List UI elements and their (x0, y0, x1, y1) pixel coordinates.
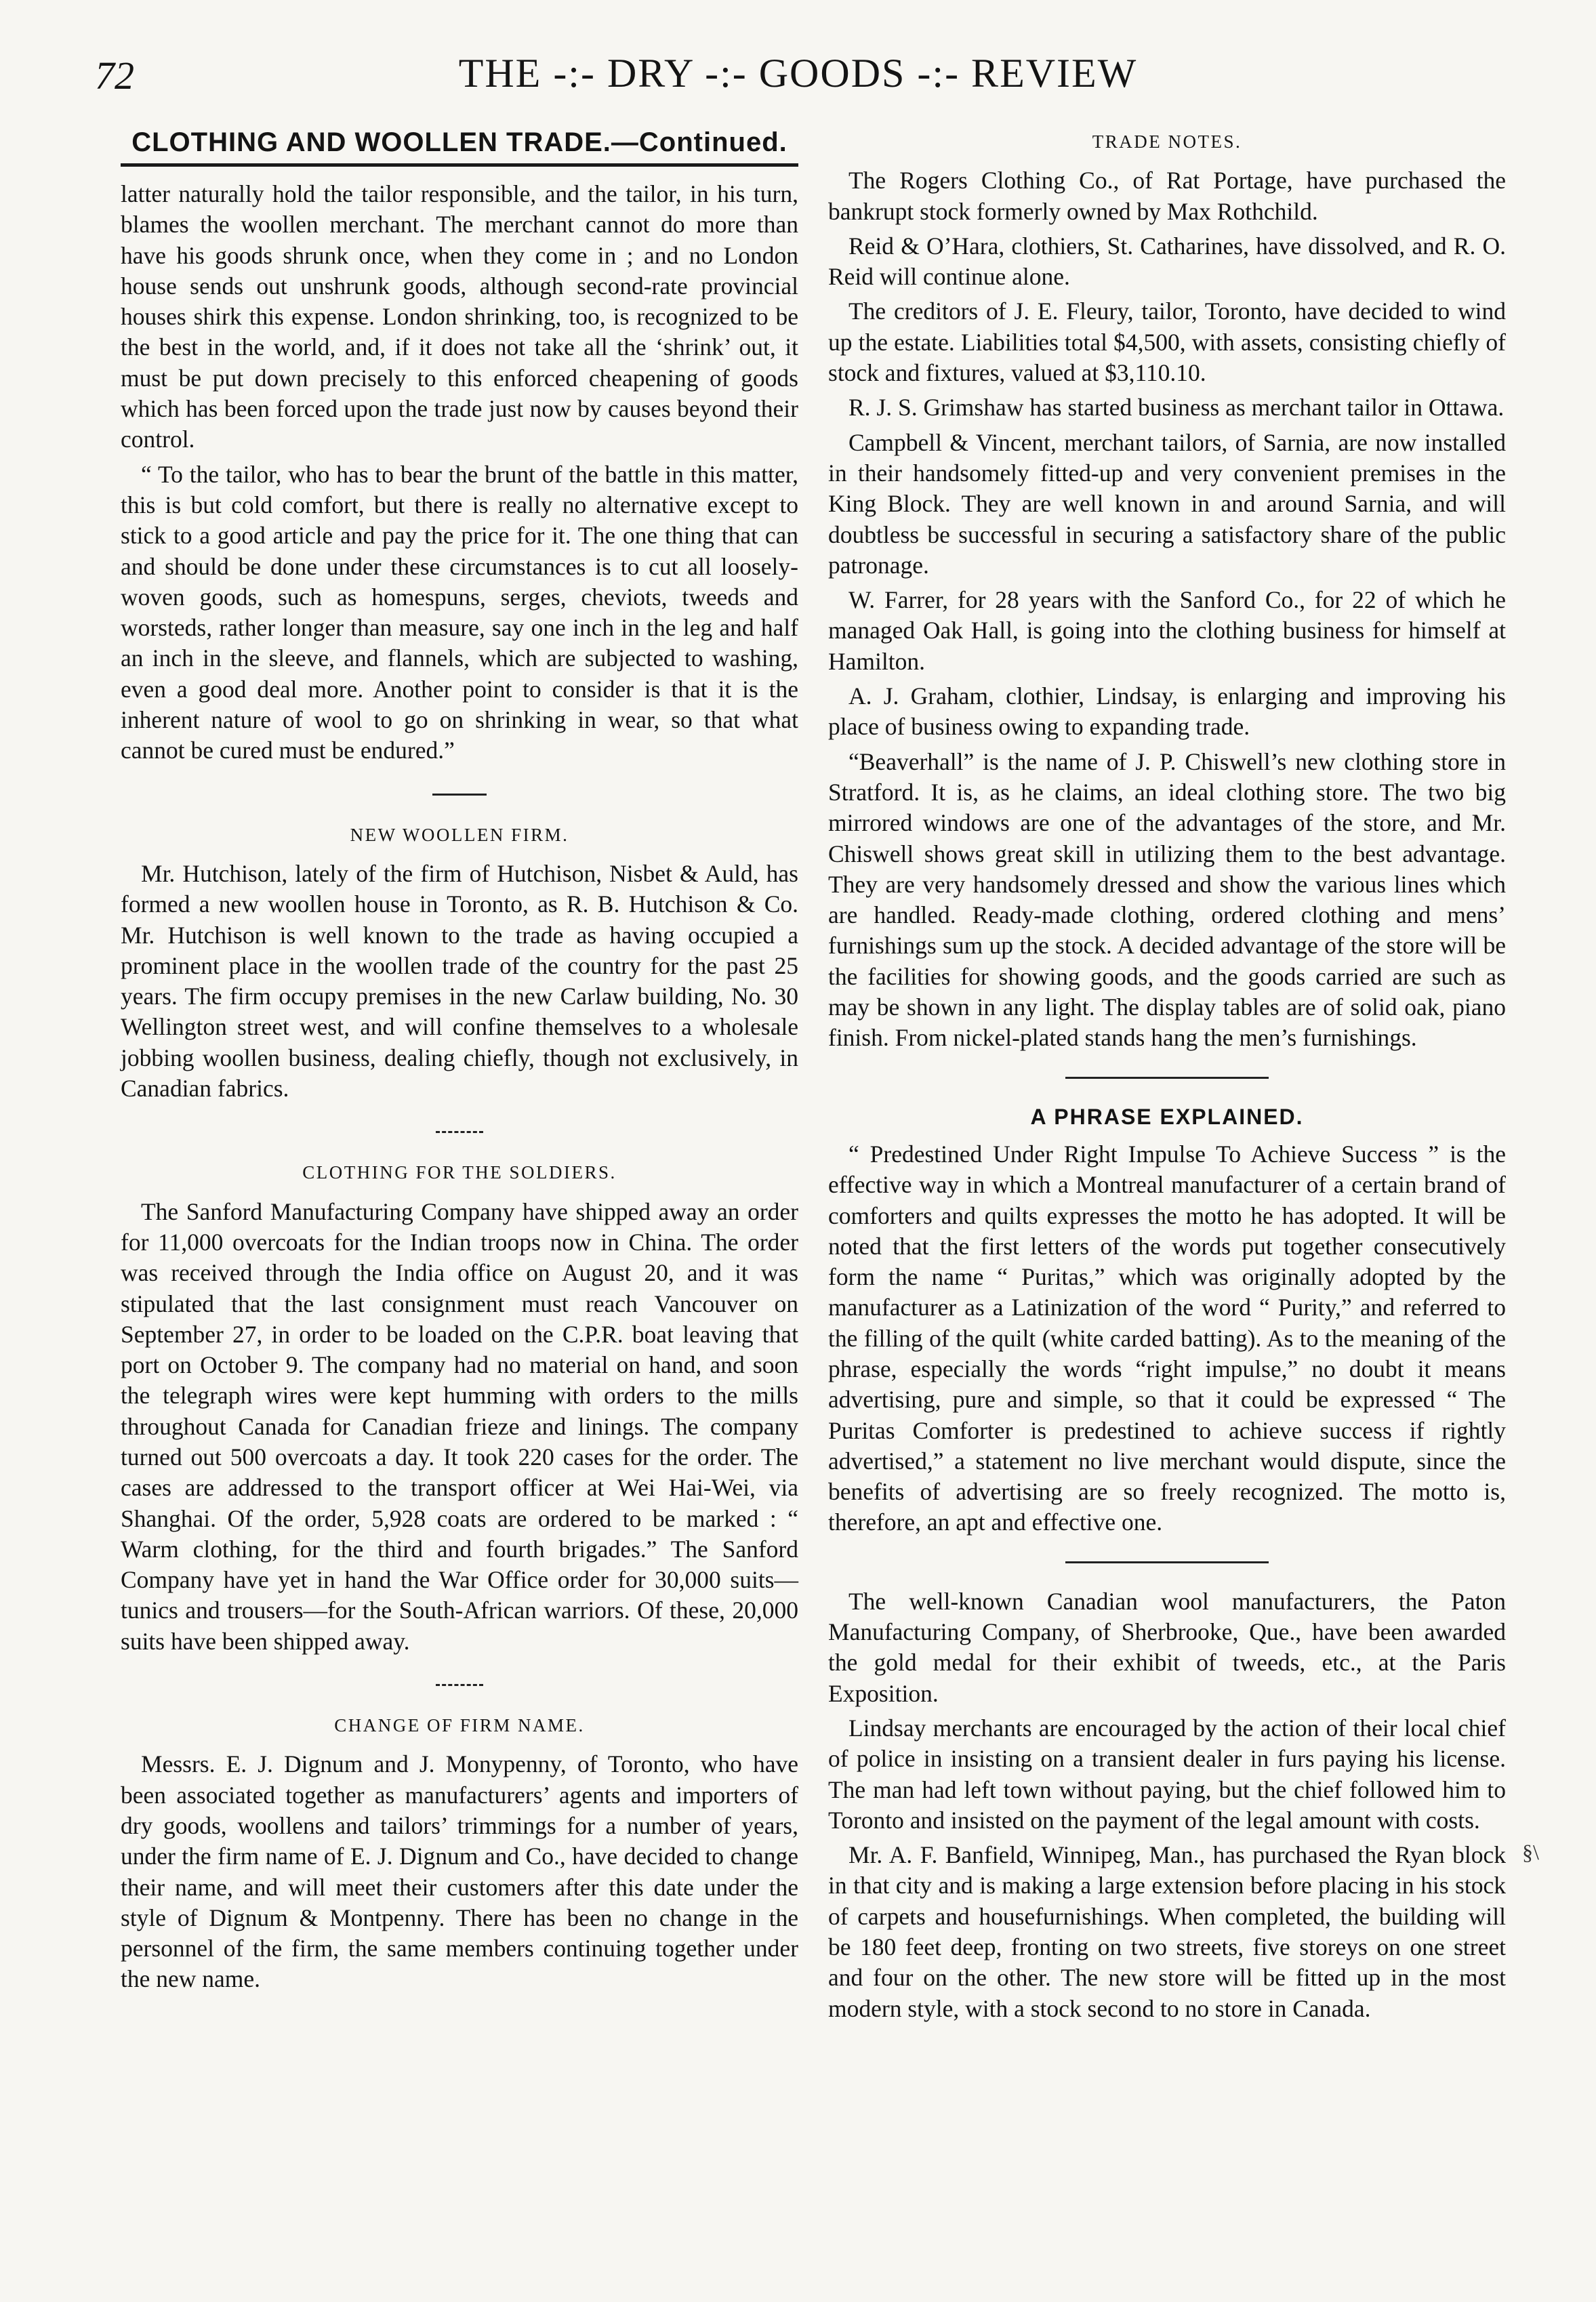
margin-mark: §\ (1522, 1840, 1539, 1864)
article-paragraph: “ Predestined Under Right Impulse To Achieve Success ” is the effective way in which a Montreal manufacturer of a certain brand of comforters and quilts expresses the motto he has adopted. It will be noted that the first letters of the words put together consecutively form the name “ Puritas,” which was originally adopted by the manufacturer as a Latinization of the word “ Purity,” and referred to the filling of the quilt (white carded batting). As to the meaning of the phrase, especially the words “right impulse,” no doubt it means advertising, pure and simple, so that it could be expressed “ The Puritas Comforter is predestined to achieve success if rightly advertised,” a statement no live merchant would dispute, since the benefits of advertising are so freely recognized. The motto is, therefore, an apt and effective one. (828, 1140, 1506, 1536)
trade-note: Lindsay merchants are encouraged by the action of their local chief of police in insisting on a transient dealer in furs paying his license. The man had left town without paying, but the chief followed him to Toronto and insisted on the payment of the legal amount with costs. (828, 1714, 1506, 1834)
section-divider (1065, 1561, 1269, 1563)
section-divider (436, 1131, 483, 1133)
change-of-firm-name-article (121, 1710, 798, 1995)
section-heading: A PHRASE EXPLAINED. (1030, 1104, 1304, 1129)
page-header (0, 47, 1596, 108)
publication-title: THE -:- DRY -:- GOODS -:- REVIEW (458, 51, 1138, 96)
section-divider (1065, 1077, 1269, 1079)
section-heading: TRADE NOTES. (1092, 131, 1242, 152)
new-woollen-firm-article (121, 820, 798, 1105)
closing-notes-section (828, 1586, 1506, 2024)
trade-note: The creditors of J. E. Fleury, tailor, Toronto, have decided to wind up the estate. Liabilities total $4,500, with assets, consisting chiefly of stock and fixtures, valued at $3,110.10. (828, 297, 1506, 387)
article-paragraph: Messrs. E. J. Dignum and J. Monypenny, of Toronto, who have been associated together as manufacturers’ agents and importers of dry goods, woollens and tailors’ trimmings for a number of years, under the firm name of E. J. Dignum and Co., have decided to change their name, and will meet their customers after this date under the style of Dignum & Montpenny. There has been no change in the personnel of the firm, the same members continuing together under the new name. (121, 1750, 798, 1993)
article-paragraph: “ To the tailor, who has to bear the brunt of the battle in this matter, this is but cold comfort, but there is really no alternative except to stick to a good article and pay the price for it. The one thing that can and should be done under these circumstances is to cut all loosely-woven goods, such as homespuns, serges, cheviots, tweeds and worsteds, rather longer than measure, say one inch in the leg and half an inch in the sleeve, and flannels, which are subjected to washing, even a good deal more. Another point to consider is that it is the inherent nature of wool to go on shrinking in wear, so that what cannot be cured must be endured.” (121, 460, 798, 764)
right-column (828, 125, 1506, 2028)
article-paragraph: latter naturally hold the tailor responsible, and the tailor, in his turn, blames the woollen merchant. The merchant cannot do more than have his goods shrunk once, when they come in ; and no London house sends out unshrunk goods, although second-rate provincial houses shirk this expense. London shrinking, too, is recognized to be the best in the world, and, if it does not take all the ‘shrink’ out, it must be put down precisely to this enforced cheapening of goods which has been forced upon the trade just now by causes beyond their control. (121, 180, 798, 453)
trade-note: Campbell & Vincent, merchant tailors, of Sarnia, are now installed in their handsomely fitted-up and very convenient premises in the King Block. They are well known in and around Sarnia, and will doubtless be successful in securing a satisfactory share of the public patronage. (828, 428, 1506, 579)
section-heading: CHANGE OF FIRM NAME. (334, 1715, 585, 1736)
running-head: CLOTHING AND WOOLLEN TRADE.—Continued. (121, 125, 798, 167)
section-heading: CLOTHING FOR THE SOLDIERS. (302, 1162, 617, 1183)
trade-note: The well-known Canadian wool manufacturers, the Paton Manufacturing Company, of Sherbrooke, Que., have been awarded the gold medal for their exhibit of tweeds, etc., at the Paris Exposition. (828, 1587, 1506, 1707)
clothing-for-soldiers-article (121, 1157, 798, 1657)
trade-note: A. J. Graham, clothier, Lindsay, is enlarging and improving his place of business owing to expanding trade. (828, 682, 1506, 741)
trade-note: Reid & O’Hara, clothiers, St. Catharines, have dissolved, and R. O. Reid will continue alone. (828, 232, 1506, 291)
trade-note: W. Farrer, for 28 years with the Sanford Co., for 22 of which he managed Oak Hall, is going into the clothing business for himself at Hamilton. (828, 586, 1506, 675)
trade-notes-section (828, 127, 1506, 1054)
article-paragraph: Mr. Hutchison, lately of the firm of Hutchison, Nisbet & Auld, has formed a new woollen house in Toronto, as R. B. Hutchison & Co. Mr. Hutchison is well known to the trade as having occupied a prominent place in the woollen trade of the country for the past 25 years. The firm occupy premises in the new Carlaw building, No. 30 Wellington street west, and will confine themselves to a wholesale jobbing woollen business, dealing chiefly, though not exclusively, in Canadian fabrics. (121, 859, 798, 1103)
trade-note: “Beaverhall” is the name of J. P. Chiswell’s new clothing store in Stratford. It is, as he claims, an ideal clothing store. The two big mirrored windows are one of the advantages of the store, and Mr. Chiswell shows great skill in utilizing them to the best advantage. They are very handsomely dressed and show the various lines which are handled. Ready-made clothing, ordered clothing and mens’ furnishings sum up the stock. A decided advantage of the store will be the facilities for showing goods, and the goods carried are such as may be shown in any light. The display tables are of solid oak, piano finish. From nickel-plated stands hang the men’s furnishings. (828, 747, 1506, 1052)
page-number: 72 (95, 54, 134, 98)
left-column (121, 125, 798, 1999)
section-divider (432, 794, 487, 796)
article-paragraph: The Sanford Manufacturing Company have shipped away an order for 11,000 overcoats for the Indian troops now in China. The order was received through the India office on August 20, and it was stipulated that the last consignment must reach Vancouver on September 27, in order to be loaded on the C.P.R. boat leaving that port on October 9. The company had no material on hand, and soon the telegraph wires were kept humming with orders to the mills throughout Canada for Canadian frieze and linings. The company turned out 500 overcoats a day. It took 220 cases for the order. The cases are addressed to the transport officer at Wei Hai-Wei, via Shanghai. Of the order, 5,928 coats are ordered to be marked : “ Warm clothing, for the third and fourth brigades.” The Sanford Company have yet in hand the War Office order for 30,000 suits—tunics and trousers—for the South-African warriors. Of these, 20,000 suits have been shipped away. (121, 1197, 798, 1655)
trade-note: R. J. S. Grimshaw has started business as merchant tailor in Ottawa. (848, 394, 1505, 422)
section-heading: NEW WOOLLEN FIRM. (350, 824, 569, 845)
trade-note: The Rogers Clothing Co., of Rat Portage, have purchased the bankrupt stock formerly owned by Max Rothchild. (828, 167, 1506, 225)
trade-note: Mr. A. F. Banfield, Winnipeg, Man., has purchased the Ryan block in that city and is making a large extension before placing in his stock of carpets and housefurnishings. When completed, the building will be 180 feet deep, fronting on two streets, five storeys on one street and four on the other. The new store will be fitted up in the most modern style, with a stock second to no store in Canada. (828, 1841, 1506, 2022)
phrase-explained-article (828, 1102, 1506, 1538)
continued-article (121, 179, 798, 766)
section-divider (436, 1684, 483, 1686)
